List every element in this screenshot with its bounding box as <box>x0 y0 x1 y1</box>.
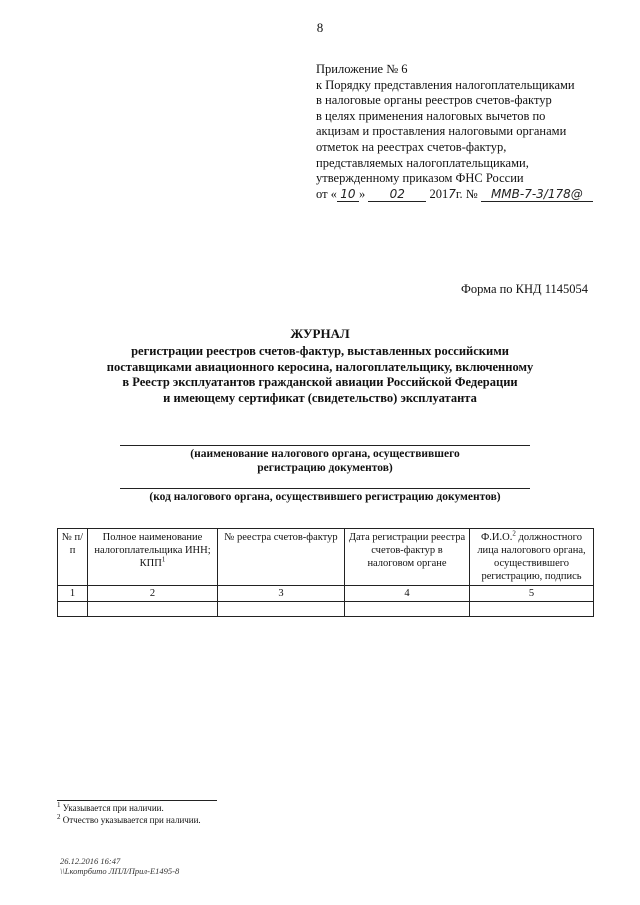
stamp-line: \\Lкотрбито ЛПЛ/Прил-Е1495-8 <box>60 866 180 876</box>
tax-authority-code-line <box>120 488 530 489</box>
stamp-line: 26.12.2016 16:47 <box>60 856 121 866</box>
footnote-ref: 1 <box>161 555 166 564</box>
table-cell: 4 <box>345 586 470 602</box>
tax-authority-name-line <box>120 445 530 446</box>
footnote-mark: 1 <box>57 801 61 809</box>
appendix-line: к Порядку представления налогоплательщиками <box>316 77 575 92</box>
footnote <box>57 814 201 826</box>
header-taxpayer <box>88 529 218 586</box>
order-date-line <box>316 187 616 203</box>
journal-subtitle-line: регистрации реестров счетов-фактур, выставленных российскими <box>131 344 509 358</box>
appendix-header <box>316 62 616 202</box>
order-year-suffix: г. № <box>455 186 478 201</box>
header-label: Дата регистрации реестра счетов-фактур в налоговом органе <box>348 532 466 569</box>
appendix-line: Приложение № 6 <box>316 62 408 76</box>
table-row <box>58 602 594 617</box>
journal-title-block <box>0 326 640 406</box>
footnote-text: Указывается при наличии. <box>60 803 164 813</box>
order-year-digit: 7 <box>448 186 456 201</box>
appendix-line: утвержденному приказом ФНС России <box>316 171 524 186</box>
appendix-line: отметок на реестрах счетов-фактур, <box>316 139 507 154</box>
form-knd-code: Форма по КНД 1145054 <box>460 282 588 296</box>
footnote-ref: 2 <box>512 529 516 538</box>
table-header-row <box>58 529 594 586</box>
header-registry-number <box>218 529 345 586</box>
footnotes <box>57 802 201 826</box>
order-year-prefix: 201 <box>429 186 449 201</box>
footnote-mark: 2 <box>57 813 61 821</box>
caption-line: (наименование налогового органа, осуществившего <box>190 448 460 460</box>
order-prefix: от « <box>316 186 337 201</box>
table-cell: 3 <box>218 586 345 602</box>
header-official-signature <box>470 529 594 586</box>
header-label: должностного лица налогового органа, осуществившего регистрацию, подпись <box>477 532 586 582</box>
table-cell: 1 <box>58 586 88 602</box>
order-number: ММВ-7-3/178@ <box>481 188 593 202</box>
journal-subtitle-line: в Реестр эксплуатантов гражданской авиации Российской Федерации <box>122 375 518 389</box>
table-cell: 5 <box>470 586 594 602</box>
page-number: 8 <box>316 20 324 35</box>
journal-title: ЖУРНАЛ <box>290 326 350 341</box>
appendix-line: акцизам и проставления налоговыми органами <box>316 124 567 139</box>
appendix-line: представляемых налогоплательщиками, <box>316 155 529 170</box>
footnote-text: Отчество указывается при наличии. <box>60 815 201 825</box>
header-label: № п/п <box>61 532 84 556</box>
appendix-line: в налоговые органы реестров счетов-фактур <box>316 93 552 108</box>
table-cell <box>470 602 594 617</box>
table-cell: 2 <box>88 586 218 602</box>
header-label: № реестра счетов-фактур <box>224 532 338 543</box>
print-stamp <box>60 856 179 876</box>
table-cell <box>218 602 345 617</box>
header-label: Полное наименование налогоплательщика ИНН; КПП <box>94 532 211 569</box>
order-month: 02 <box>368 188 426 202</box>
footnote-separator <box>57 800 217 801</box>
tax-code-caption: (код налогового органа, осуществившего регистрацию документов) <box>149 491 501 503</box>
header-label: Ф.И.О. <box>481 532 513 543</box>
journal-subtitle-line: и имеющему сертификат (свидетельство) эксплуатанта <box>163 390 477 405</box>
footnote <box>57 802 201 814</box>
table-cell <box>345 602 470 617</box>
header-registration-date <box>345 529 470 586</box>
table-cell <box>88 602 218 617</box>
tax-authority-caption <box>120 447 530 475</box>
table-cell <box>58 602 88 617</box>
journal-subtitle-line: поставщиками авиационного керосина, налогоплательщику, включенному <box>106 359 534 374</box>
appendix-line: в целях применения налоговых вычетов по <box>316 108 546 123</box>
journal-table <box>57 528 594 617</box>
header-row-number <box>58 529 88 586</box>
table-row-column-numbers <box>58 586 594 602</box>
caption-line: регистрацию документов) <box>257 462 393 474</box>
order-close-quote: » <box>358 186 366 201</box>
order-day: 10 <box>337 188 359 202</box>
